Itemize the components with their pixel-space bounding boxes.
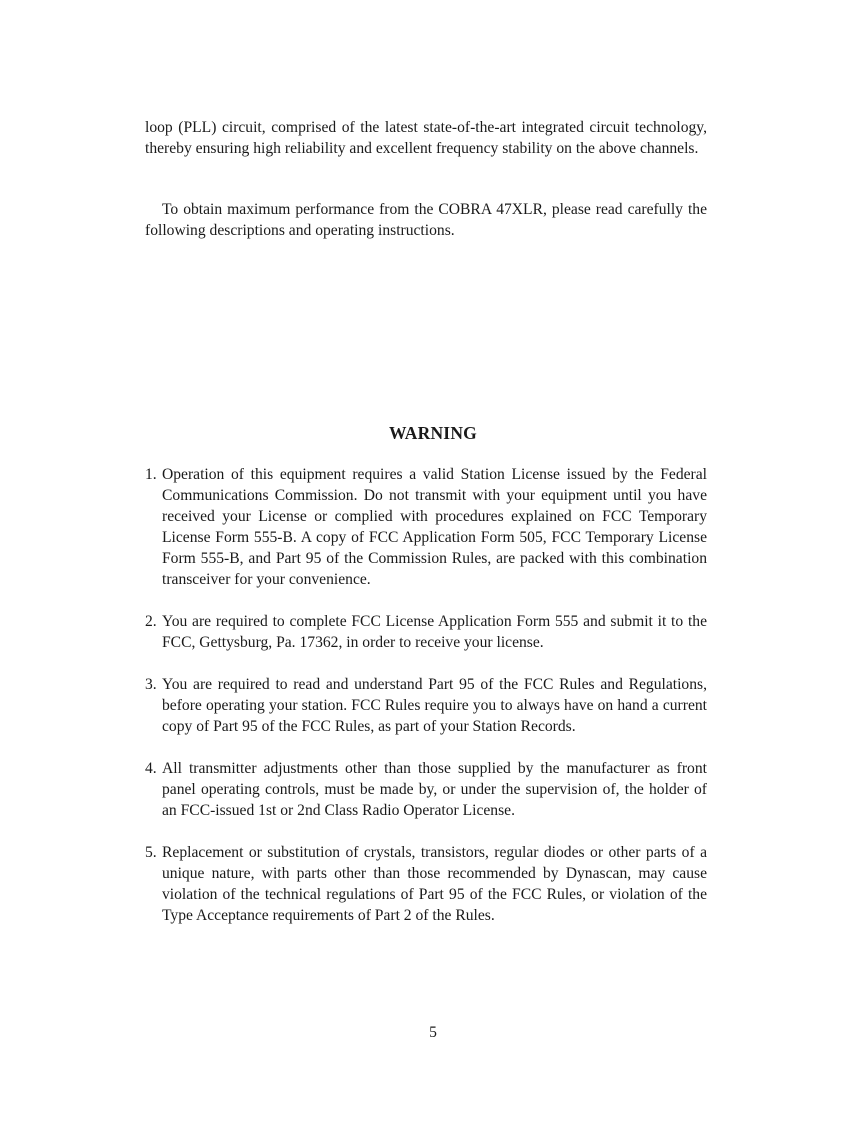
page-number: 5 [429, 1024, 437, 1041]
warning-heading: WARNING [389, 423, 477, 443]
intro-paragraph: loop (PLL) circuit, comprised of the latest state-of-the-art integrated circuit technology, thereby ensuring high reliability and excellent frequency stability on the above channels. [145, 119, 707, 157]
instructions-paragraph: To obtain maximum performance from the COBRA 47XLR, please read carefully the following descriptions and operating instructions. [145, 201, 707, 239]
warning-item-text: You are required to complete FCC License Application Form 555 and submit it to the FCC, Gettysburg, Pa. 17362, in order to receive your license. [162, 613, 707, 651]
warning-item-text: All transmitter adjustments other than those supplied by the manufacturer as front panel operating controls, must be made by, or under the supervision of, the holder of an FCC-issued 1st or 2nd Class Radio Operator License. [162, 760, 707, 819]
warning-item-text: You are required to read and understand Part 95 of the FCC Rules and Regulations, before operating your station. FCC Rules require you to always have on hand a current copy of Part 95 of the FCC Rules, as part of your Station Records. [162, 676, 707, 735]
warning-item-number: 4. [145, 760, 157, 777]
warning-item-number: 5. [145, 844, 157, 861]
warning-item-number: 1. [145, 466, 157, 483]
warning-item [145, 674, 707, 737]
warning-item-text: Operation of this equipment requires a valid Station License issued by the Federal Communications Commission. Do not transmit with your equipment until you have received your License or complied with procedures explained on FCC Temporary License Form 555-B. A copy of FCC Application Form 505, FCC Temporary License Form 555-B, and Part 95 of the Commission Rules, are packed with this combination transceiver for your convenience. [162, 466, 707, 588]
warning-item [145, 842, 707, 926]
warning-item-number: 3. [145, 676, 157, 693]
warning-item [145, 464, 707, 590]
warning-item [145, 611, 707, 653]
warning-item-number: 2. [145, 613, 157, 630]
warning-item [145, 758, 707, 821]
warning-list [145, 464, 707, 926]
warning-item-text: Replacement or substitution of crystals, transistors, regular diodes or other parts of a unique nature, with parts other than those recommended by Dynascan, may cause violation of the technical regulations of Part 95 of the FCC Rules, or violation of the Type Acceptance requirements of Part 2 of the Rules. [162, 844, 707, 924]
